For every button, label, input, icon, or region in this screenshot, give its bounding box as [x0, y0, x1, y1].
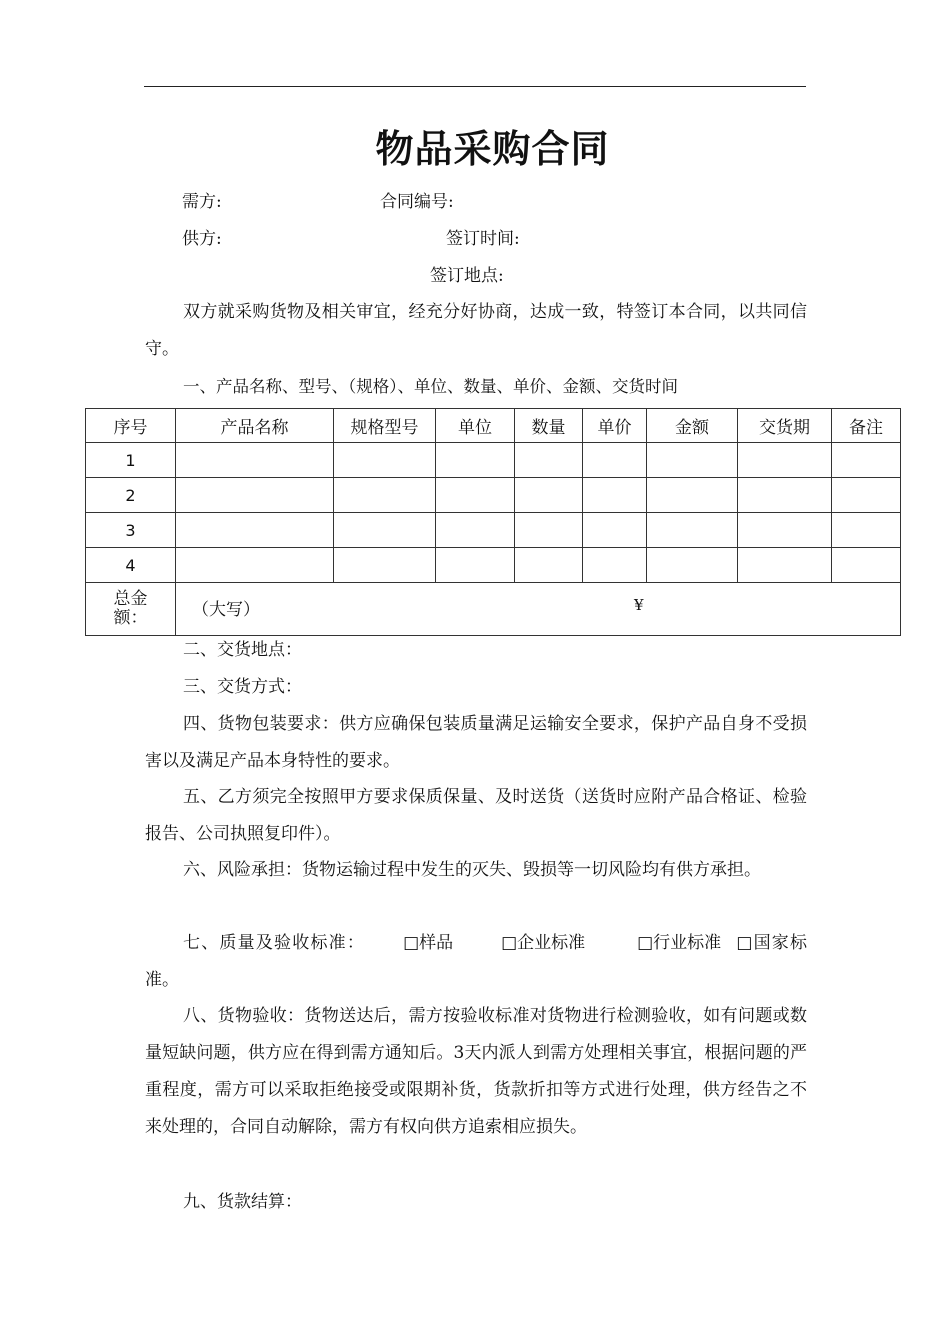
cell-delivery-date[interactable]	[738, 548, 832, 583]
clause-8-acceptance: 八、货物验收：货物送达后，需方按验收标准对货物进行检测验收，如有问题或数量短缺问题，供方应在得到需方通知后。3天内派人到需方处理相关事宜，根据问题的严重程度，需方可以采取拒绝接受或限期补货，货款折扣等方式进行处理，供方经告之不来处理的，合同自动解除，需方有权向供方追索相应损失。	[145, 1006, 807, 1137]
buyer-label: 需方:	[182, 192, 222, 212]
total-row	[86, 583, 901, 636]
cell-quantity[interactable]	[515, 443, 583, 478]
col-header-quantity: 数量	[515, 409, 583, 443]
cell-delivery-date[interactable]	[738, 478, 832, 513]
option-enterprise-standard-checkbox[interactable]: □企业标准	[501, 933, 586, 953]
row-index: 4	[86, 548, 176, 583]
contract-number-label: 合同编号:	[380, 192, 454, 212]
table-row	[86, 548, 901, 583]
cell-spec[interactable]	[334, 548, 436, 583]
cell-unit-price[interactable]	[583, 478, 647, 513]
clause-9-settlement: 九、货款结算：	[183, 1192, 302, 1212]
clause-4-packaging: 四、货物包装要求：供方应确保包装质量满足运输安全要求，保护产品自身不受损害以及满足产品本身特性的要求。	[145, 714, 807, 771]
sign-time-label: 签订时间:	[446, 229, 520, 249]
cell-unit-price[interactable]	[583, 443, 647, 478]
cell-product-name[interactable]	[176, 478, 334, 513]
cell-product-name[interactable]	[176, 548, 334, 583]
total-yen-symbol: ¥	[634, 596, 644, 614]
cell-remarks[interactable]	[832, 548, 901, 583]
cell-unit-price[interactable]	[583, 548, 647, 583]
cell-quantity[interactable]	[515, 478, 583, 513]
cell-unit[interactable]	[436, 478, 515, 513]
option-sample-checkbox[interactable]: □样品	[403, 933, 454, 953]
cell-unit[interactable]	[436, 513, 515, 548]
clause-2-delivery-place: 二、交货地点：	[183, 640, 302, 660]
cell-amount[interactable]	[647, 478, 738, 513]
cell-unit[interactable]	[436, 548, 515, 583]
cell-delivery-date[interactable]	[738, 513, 832, 548]
cell-amount[interactable]	[647, 548, 738, 583]
clause-3-delivery-method: 三、交货方式：	[183, 677, 302, 697]
product-table	[85, 408, 901, 636]
clause-5-quality-delivery: 五、乙方须完全按照甲方要求保质保量、及时送货（送货时应附产品合格证、检验报告、公司执照复印件）。	[145, 787, 807, 844]
supplier-label: 供方:	[182, 229, 222, 249]
table-row	[86, 443, 901, 478]
col-header-delivery-date: 交货期	[738, 409, 832, 443]
cell-amount[interactable]	[647, 443, 738, 478]
clause-7-standards	[145, 925, 807, 999]
cell-unit-price[interactable]	[583, 513, 647, 548]
cell-remarks[interactable]	[832, 443, 901, 478]
cell-spec[interactable]	[334, 478, 436, 513]
cell-product-name[interactable]	[176, 513, 334, 548]
total-daxie-label: （大写）	[192, 600, 260, 620]
col-header-remarks: 备注	[832, 409, 901, 443]
cell-remarks[interactable]	[832, 513, 901, 548]
intro-paragraph: 双方就采购货物及相关审宜，经充分好协商，达成一致，特签订本合同，以共同信守。	[145, 302, 807, 359]
col-header-unit: 单位	[436, 409, 515, 443]
document-title: 物品采购合同	[375, 126, 610, 171]
cell-amount[interactable]	[647, 513, 738, 548]
col-header-index: 序号	[86, 409, 176, 443]
cell-product-name[interactable]	[176, 443, 334, 478]
row-index: 3	[86, 513, 176, 548]
col-header-product-name: 产品名称	[176, 409, 334, 443]
section-1-heading: 一、产品名称、型号、（规格）、单位、数量、单价、金额、交货时间	[183, 377, 678, 396]
cell-remarks[interactable]	[832, 478, 901, 513]
row-index: 1	[86, 443, 176, 478]
row-index: 2	[86, 478, 176, 513]
cell-quantity[interactable]	[515, 548, 583, 583]
total-amount-label	[86, 583, 176, 636]
clause-7-prefix: 七、质量及验收标准：	[183, 933, 366, 953]
table-header-row	[86, 409, 901, 443]
cell-quantity[interactable]	[515, 513, 583, 548]
cell-spec[interactable]	[334, 513, 436, 548]
sign-place-label: 签订地点:	[430, 266, 504, 286]
header-rule	[144, 86, 806, 87]
total-amount-cell[interactable]	[176, 583, 901, 636]
cell-delivery-date[interactable]	[738, 443, 832, 478]
table-row	[86, 513, 901, 548]
col-header-spec: 规格型号	[334, 409, 436, 443]
clause-6-risk: 六、风险承担：货物运输过程中发生的灭失、毁损等一切风险均有供方承担。	[183, 860, 761, 880]
cell-spec[interactable]	[334, 443, 436, 478]
cell-unit[interactable]	[436, 443, 515, 478]
table-row	[86, 478, 901, 513]
option-industry-standard-checkbox[interactable]: □行业标准	[637, 933, 722, 953]
option-national-standard-checkbox[interactable]: □国家标准。	[145, 933, 808, 990]
col-header-unit-price: 单价	[583, 409, 647, 443]
total-amount-label-text: 总金额：	[113, 589, 148, 628]
col-header-amount: 金额	[647, 409, 738, 443]
